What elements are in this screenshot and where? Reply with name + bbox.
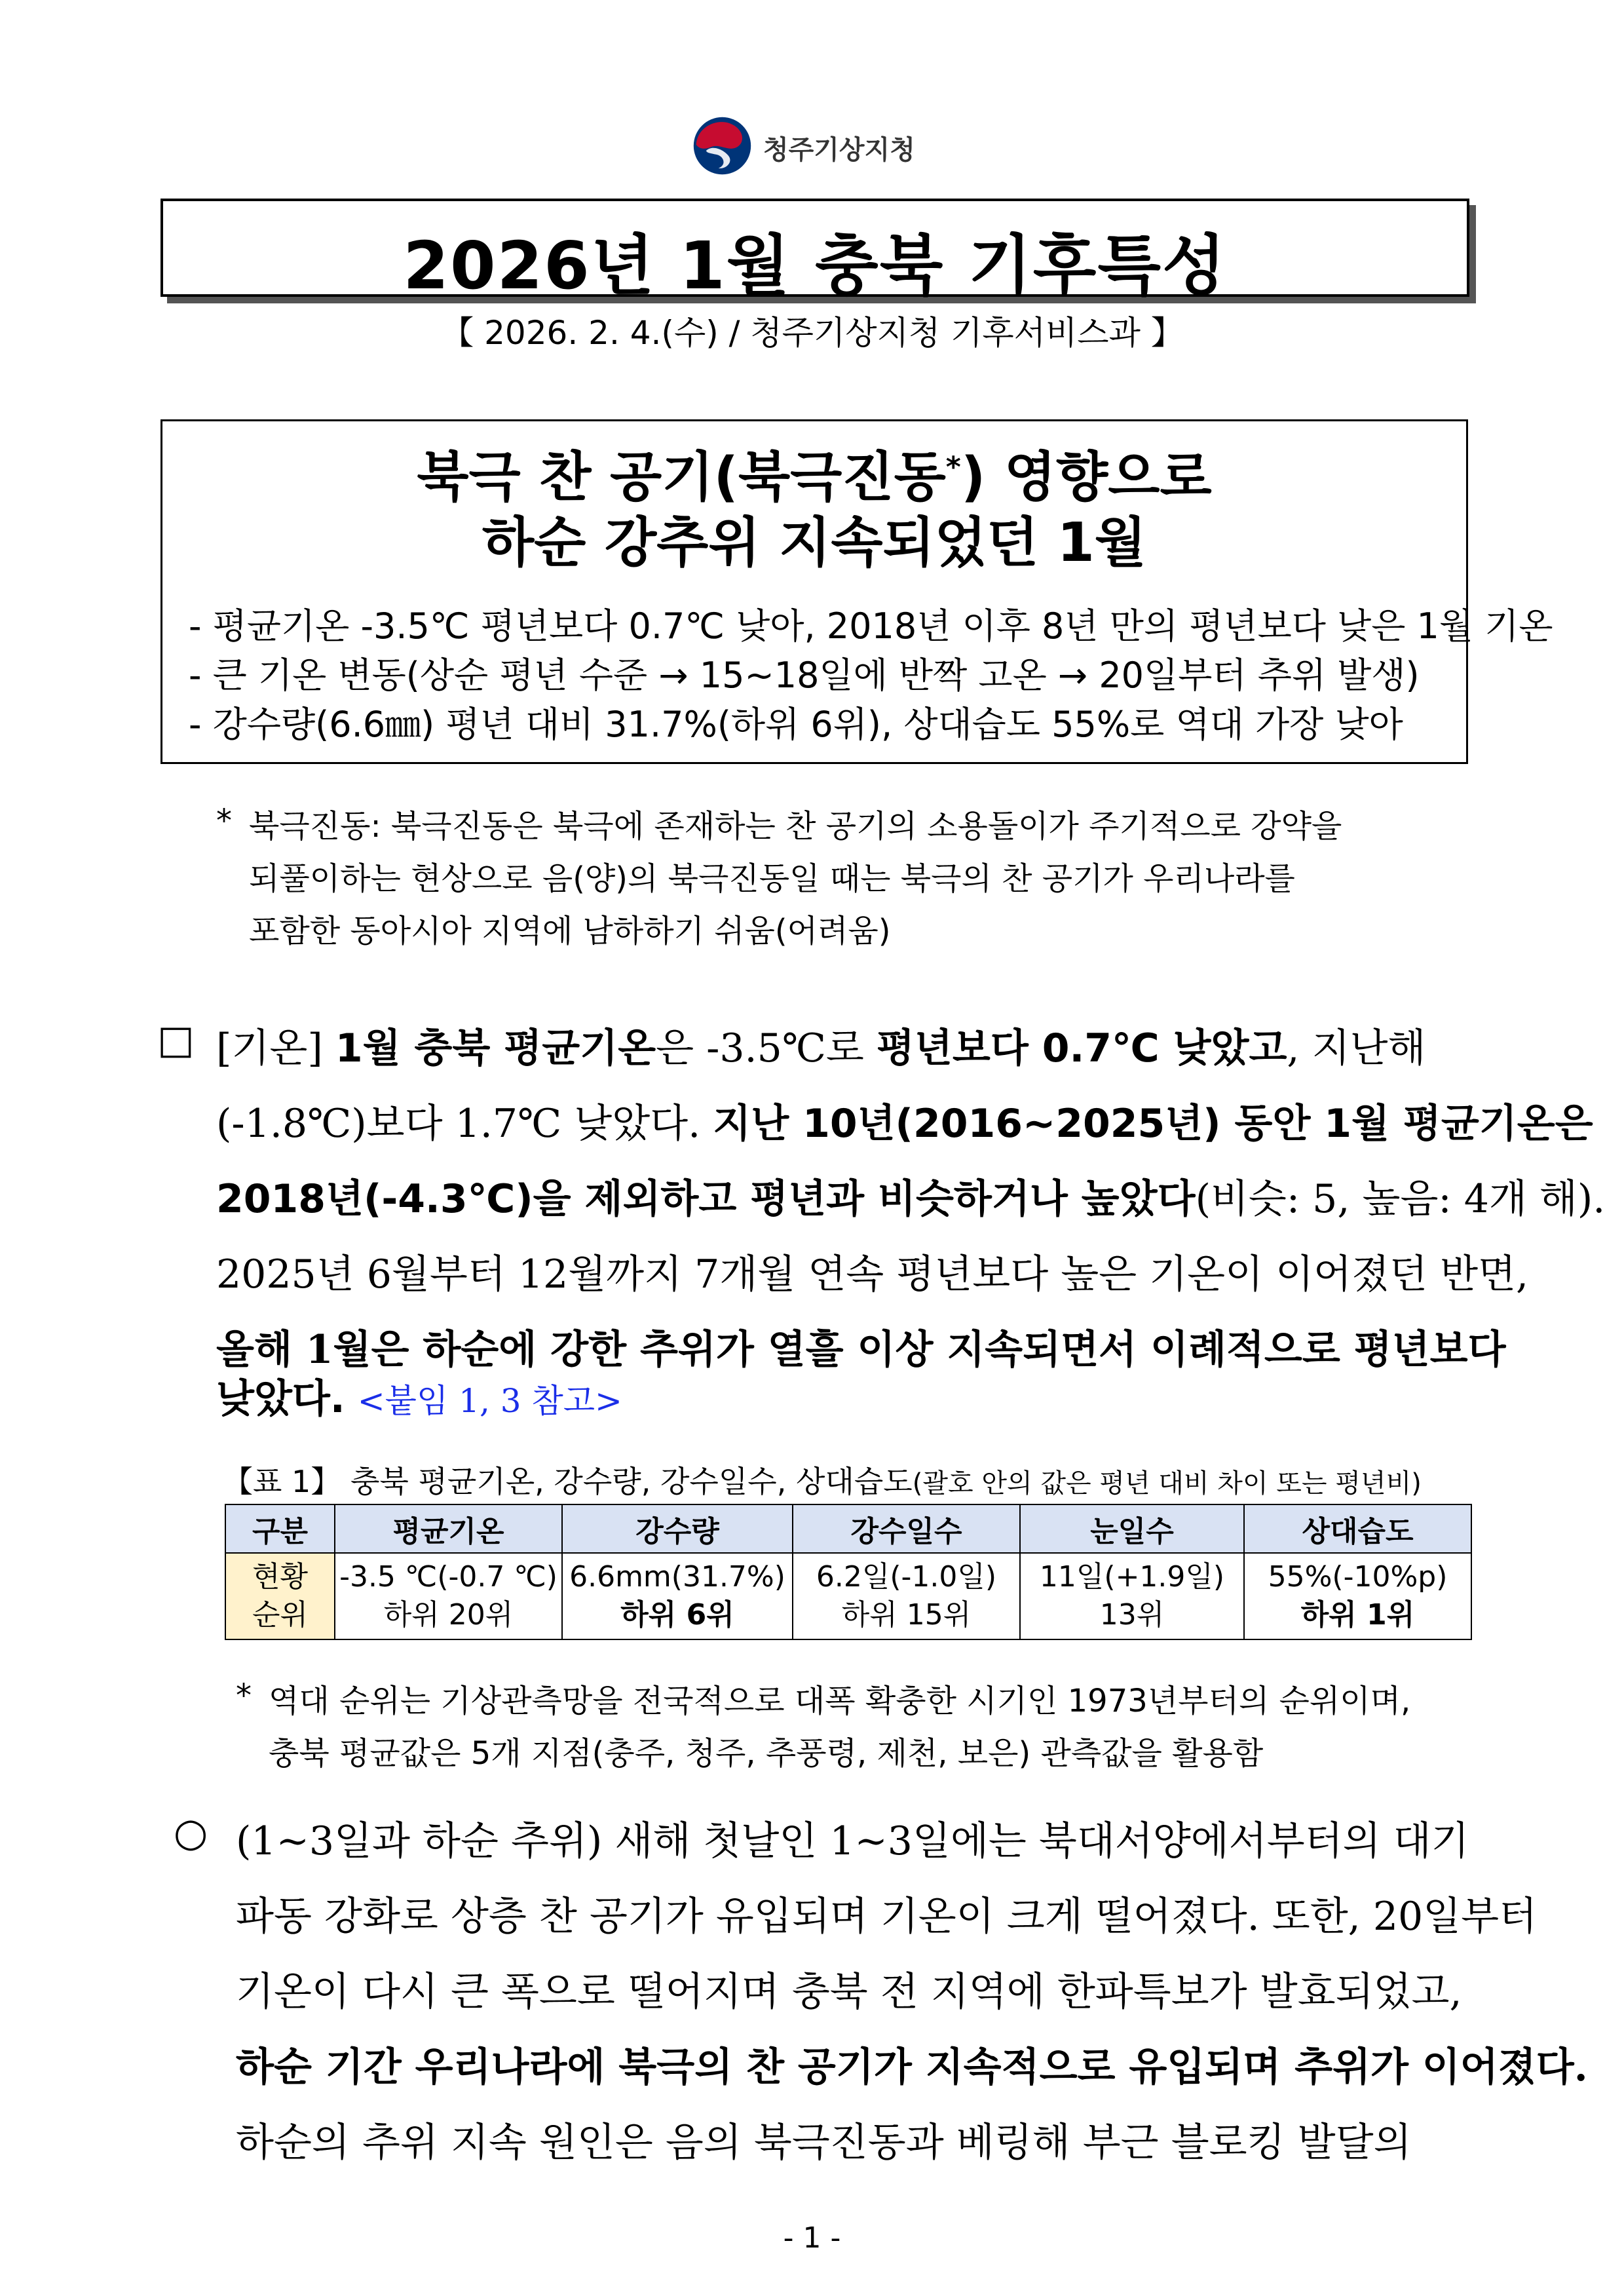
table-header-cell: 눈일수 — [1020, 1504, 1244, 1553]
table-cell: -3.5 ℃(-0.7 ℃) 하위 20위 — [335, 1553, 562, 1639]
table-header-cell: 상대습도 — [1244, 1504, 1471, 1553]
section2-line: 하순의 추위 지속 원인은 음의 북극진동과 베링해 부근 블로킹 발달의 — [236, 2120, 1412, 2166]
footnote-mark: * — [216, 803, 232, 839]
footnote-line: 북극진동: 북극진동은 북극에 존재하는 찬 공기의 소용돌이가 주기적으로 강약을 — [249, 808, 1342, 845]
section1-line-4: 2025년 6월부터 12월까지 7개월 연속 평년보다 높은 기온이 이어졌던 반면, — [216, 1252, 1529, 1297]
section1-line-3: 2018년(-4.3℃)을 제외하고 평년과 비슷하거나 높았다(비슷: 5, 높음: 4개 해). — [216, 1176, 1606, 1222]
footnote-line: 역대 순위는 기상관측망을 전국적으로 대폭 확충한 시기인 1973년부터의 순위이며, — [269, 1683, 1411, 1719]
section2-line: (1~3일과 하순 추위) 새해 첫날인 1~3일에는 북대서양에서부터의 대기 — [236, 1818, 1469, 1864]
table-cell: 55%(-10%p) 하위 1위 — [1244, 1553, 1471, 1639]
section2-line: 기온이 다시 큰 폭으로 떨어지며 충북 전 지역에 한파특보가 발효되었고, — [236, 1969, 1462, 2015]
section1-line-5: 올해 1월은 하순에 강한 추위가 열흘 이상 지속되면서 이례적으로 평년보다 — [216, 1327, 1506, 1373]
table-header-cell: 구분 — [225, 1504, 335, 1553]
summary-bullet: - 큰 기온 변동(상순 평년 수준 → 15~18일에 반짝 고온 → 20일부터 추위 발생) — [189, 655, 1420, 696]
circle-bullet-mark: ○ — [174, 1810, 208, 1856]
table-cell: 11일(+1.9일) 13위 — [1020, 1553, 1244, 1639]
row-label-cell: 현황 순위 — [225, 1553, 335, 1639]
footnote-line: 충북 평균값은 5개 지점(충주, 청주, 추풍령, 제천, 보은) 관측값을 활용함 — [269, 1735, 1264, 1772]
table-cell: 6.6mm(31.7%) 하위 6위 — [562, 1553, 793, 1639]
headline-line-1: 북극 찬 공기(북극진동*) 영향으로 — [417, 446, 1212, 508]
table-header-cell: 평균기온 — [335, 1504, 562, 1553]
table-caption: 【표 1】 충북 평균기온, 강수량, 강수일수, 상대습도(괄호 안의 값은 평년 대비 차이 또는 평년비) — [223, 1464, 1422, 1499]
appendix-reference-link[interactable]: <붙임 1, 3 참고> — [357, 1382, 622, 1420]
summary-bullet: - 강수량(6.6㎜) 평년 대비 31.7%(하위 6위), 상대습도 55%로 역대 가장 낮아 — [189, 704, 1403, 745]
section-box-mark: □ — [157, 1017, 195, 1063]
section1-line-6: 낮았다. <붙임 1, 3 참고> — [216, 1376, 622, 1422]
summary-box — [161, 419, 1553, 764]
footnote-mark: * — [236, 1677, 252, 1714]
agency-name: 청주기상지청 — [763, 135, 915, 165]
section1-line-1: [기온] 1월 충북 평균기온은 -3.5℃로 평년보다 0.7℃ 낮았고, 지난해 — [216, 1025, 1426, 1071]
summary-bullet: - 평균기온 -3.5℃ 평년보다 0.7℃ 낮아, 2018년 이후 8년 만의 평년보다 낮은 1월 기온 — [189, 605, 1553, 647]
table-header-cell: 강수량 — [562, 1504, 793, 1553]
section2-line: 파동 강화로 상층 찬 공기가 유입되며 기온이 크게 떨어졌다. 또한, 20일부터 — [236, 1894, 1538, 1940]
climate-stats-table — [225, 1504, 1472, 1640]
page-number: - 1 - — [783, 2221, 841, 2255]
agency-logo — [691, 115, 979, 177]
table-header-cell: 강수일수 — [793, 1504, 1020, 1553]
footnote-line: 되풀이하는 현상으로 음(양)의 북극진동일 때는 북극의 찬 공기가 우리나라를 — [249, 860, 1295, 897]
section1-line-2: (-1.8℃)보다 1.7℃ 낮았다. 지난 10년(2016~2025년) 동안 1월 평균기온은 — [216, 1101, 1593, 1147]
section2-line: 하순 기간 우리나라에 북극의 찬 공기가 지속적으로 유입되며 추위가 이어졌다. — [236, 2044, 1588, 2090]
headline-line-2: 하순 강추위 지속되었던 1월 — [482, 512, 1147, 574]
footnote-line: 포함한 동아시아 지역에 남하하기 쉬움(어려움) — [249, 913, 891, 949]
taegeuk-emblem-icon — [691, 115, 753, 177]
page-title: 2026년 1월 충북 기후특성 — [403, 227, 1227, 304]
title-box — [161, 199, 1469, 304]
table-cell: 6.2일(-1.0일) 하위 15위 — [793, 1553, 1020, 1639]
table-row — [225, 1553, 1471, 1639]
table-header-row — [225, 1504, 1471, 1553]
subtitle: 【 2026. 2. 4.(수) / 청주기상지청 기후서비스과 】 — [441, 314, 1184, 352]
